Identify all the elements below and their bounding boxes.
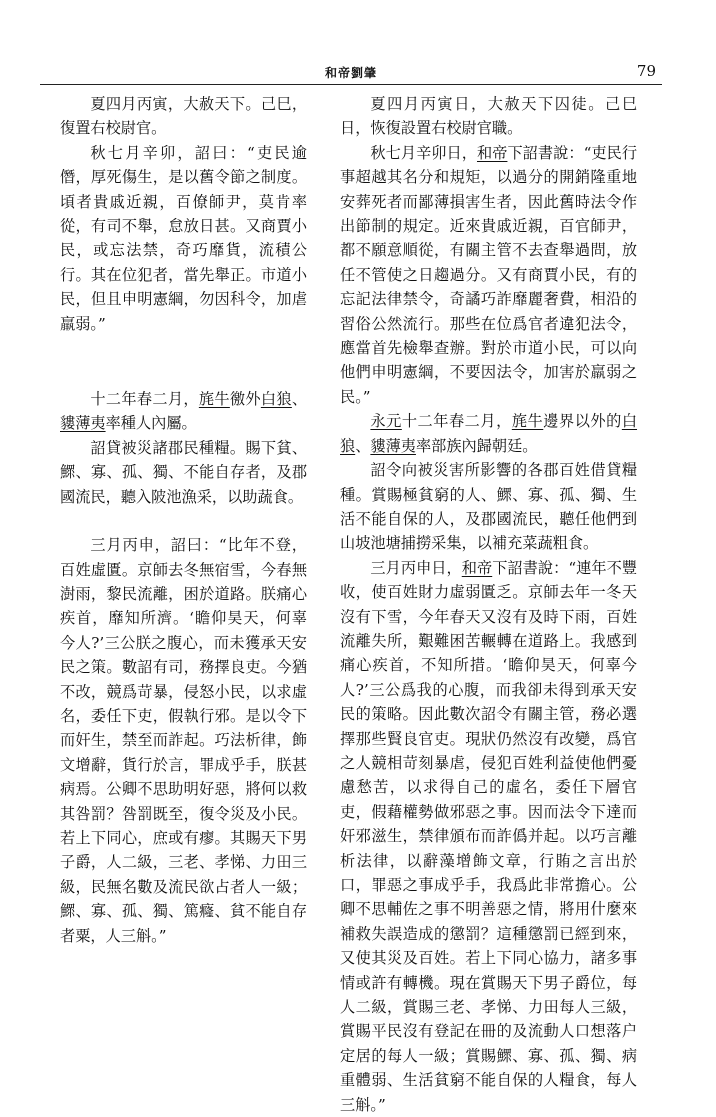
classical-paragraph-3 bbox=[60, 387, 307, 436]
spacer bbox=[60, 336, 307, 387]
header-rule bbox=[40, 84, 662, 85]
translation-text-column bbox=[340, 92, 637, 1117]
translation-paragraph-2 bbox=[340, 141, 637, 409]
page-number: 79 bbox=[636, 62, 656, 80]
text-run: 秋七月辛卯日， bbox=[370, 143, 477, 162]
translation-paragraph-4: 詔令向被災害所影響的各郡百姓借貸糧種。賞賜極貧窮的人、鰥、寡、孤、獨、生活不能自保的人，及郡國流民，聽任他們到山坡池塘捕撈采集，以補充菜蔬粗食。 bbox=[340, 461, 637, 553]
classical-text-column bbox=[60, 92, 307, 948]
text-run: 率部族內歸朝廷。 bbox=[415, 436, 538, 455]
proper-noun-hedi: 和帝 bbox=[476, 143, 508, 162]
spacer bbox=[60, 509, 307, 533]
proper-noun-hedi: 和帝 bbox=[461, 558, 493, 577]
proper-noun-maoniu: 旄牛 bbox=[198, 390, 230, 409]
classical-paragraph-1: 夏四月丙寅，大赦天下。己巳，復置右校尉官。 bbox=[60, 95, 307, 138]
classical-paragraph-2: 秋七月辛卯，詔曰：“吏民逾僭，厚死傷生，是以舊令節之制度。頃者貴戚近親，百僚師尹，莫肯率從，有司不舉，怠放日甚。又商賈小民，或忘法禁，奇巧靡貨，流積公行。其在位犯者，當先舉正。市道小民，但且申明憲綱，勿因科令，加虐羸弱。” bbox=[60, 143, 307, 333]
text-run: 三月丙申日， bbox=[370, 558, 462, 577]
text-run: 十二年春二月， bbox=[90, 390, 199, 409]
translation-paragraph-5 bbox=[340, 556, 637, 1117]
text-run: 徼外 bbox=[229, 390, 261, 409]
translation-paragraph-3 bbox=[340, 409, 637, 458]
text-run: 、 bbox=[355, 436, 371, 455]
classical-paragraph-4: 詔貸被災諸郡民種糧。賜下貧、鰥、寡、孤、獨、不能自存者，及郡國流民，聽入陂池漁采，以助蔬食。 bbox=[60, 438, 307, 506]
translation-paragraph-1: 夏四月丙寅日，大赦天下囚徒。己巳日，恢復設置右校尉官職。 bbox=[340, 95, 637, 138]
proper-noun-loubaoyi: 貗薄夷 bbox=[60, 414, 106, 433]
text-run: 下詔書說：“連年不豐收，使百姓財力虛弱匱乏。京師去年一冬天沒有下雪，今年春天又沒有及時下雨，百姓流離失所，艱難困苦輾轉在道路上。我感到痛心疾首，不知所措。‘瞻仰昊天，何辜今人?’三公爲我的心腹，而我卻未得到承天安民的策略。因此數次詔令有關主管，務必選擇那些賢良官吏。現狀仍然沒有改變，爲官之人競相苛刻暴虐，侵犯百姓利益使他們憂慮愁苦，以求得自己的虛名，委任下層官吏，假藉權勢做邪惡之事。因而法令下達而奸邪滋生，禁律頒布而詐僞并起。以巧言離析法律，以辭藻增飾文章，行賄之言出於口，罪惡之事成乎手，我爲此非常擔心。公卿不思輔佐之事不明善惡之情，將用什麼來補救失誤造成的懲罰？這種懲罰已經到來，又使其災及百姓。若上下同心協力，諸多事情或許有轉機。現在賞賜天下男子爵位，每人二級，賞賜三老、孝悌、力田每人三級，賞賜平民沒有登記在冊的及流動人口想落户定居的每人一級；賞賜鰥、寡、孤、獨、病重體弱、生活貧窮不能自保的人糧食，每人三斛。” bbox=[340, 558, 638, 1114]
running-title: 和帝劉肇 bbox=[324, 66, 377, 80]
text-run: 下詔書說：“吏民行事超越其名分和規矩，以過分的開銷隆重地安葬死者而鄙薄損害生者，因此舊時法令作出節制的規定。近來貴戚近親，百官師尹，都不願意順從，有關主管不去查舉過問，放任不管使之日趨過分。又有商賈小民，有的忘記法律禁令，奇譎巧詐靡麗奢費，相沿的習俗公然流行。那些在位爲官者違犯法令，應當首先檢舉查辦。對於市道小民，可以向他們申明憲綱，不要因法令，加害於羸弱之民。” bbox=[340, 143, 638, 406]
text-run: 率種人內屬。 bbox=[105, 414, 197, 433]
proper-noun-yongyuan: 永元 bbox=[370, 412, 402, 431]
proper-noun-bailang: 白狼 bbox=[340, 412, 638, 455]
proper-noun-maoniu: 旄牛 bbox=[511, 412, 544, 431]
proper-noun-bailang: 白狼 bbox=[260, 390, 292, 409]
text-run: 十二年春二月， bbox=[401, 412, 512, 431]
text-run: 邊界以外的 bbox=[543, 412, 622, 431]
text-run: 、 bbox=[291, 390, 308, 409]
classical-paragraph-5: 三月丙申，詔曰：“比年不登，百姓虛匱。京師去冬無宿雪，今春無澍雨，黎民流離，困於道路。朕痛心疾首，靡知所濟。‘瞻仰昊天，何辜今人?’三公朕之腹心，而未獲承天安民之策。數詔有司，務擇良吏。今猶不改，競爲苛暴，侵怒小民，以求虛名，委任下吏，假執行邪。是以令下而奸生，禁至而詐起。巧法析律，飾文增辭，貨行於言，罪成乎手，朕甚病焉。公卿不思助明好惡，將何以救其咎罰？咎罰既至，復令災及小民。若上下同心，庶或有瘳。其賜天下男子爵，人二級，三老、孝悌、力田三級，民無名數及流民欲占者人一級；鰥、寡、孤、獨、篤癃、貧不能自存者粟，人三斛。” bbox=[60, 536, 307, 945]
page-header bbox=[40, 62, 662, 84]
proper-noun-loubaoyi: 貗薄夷 bbox=[370, 436, 416, 455]
